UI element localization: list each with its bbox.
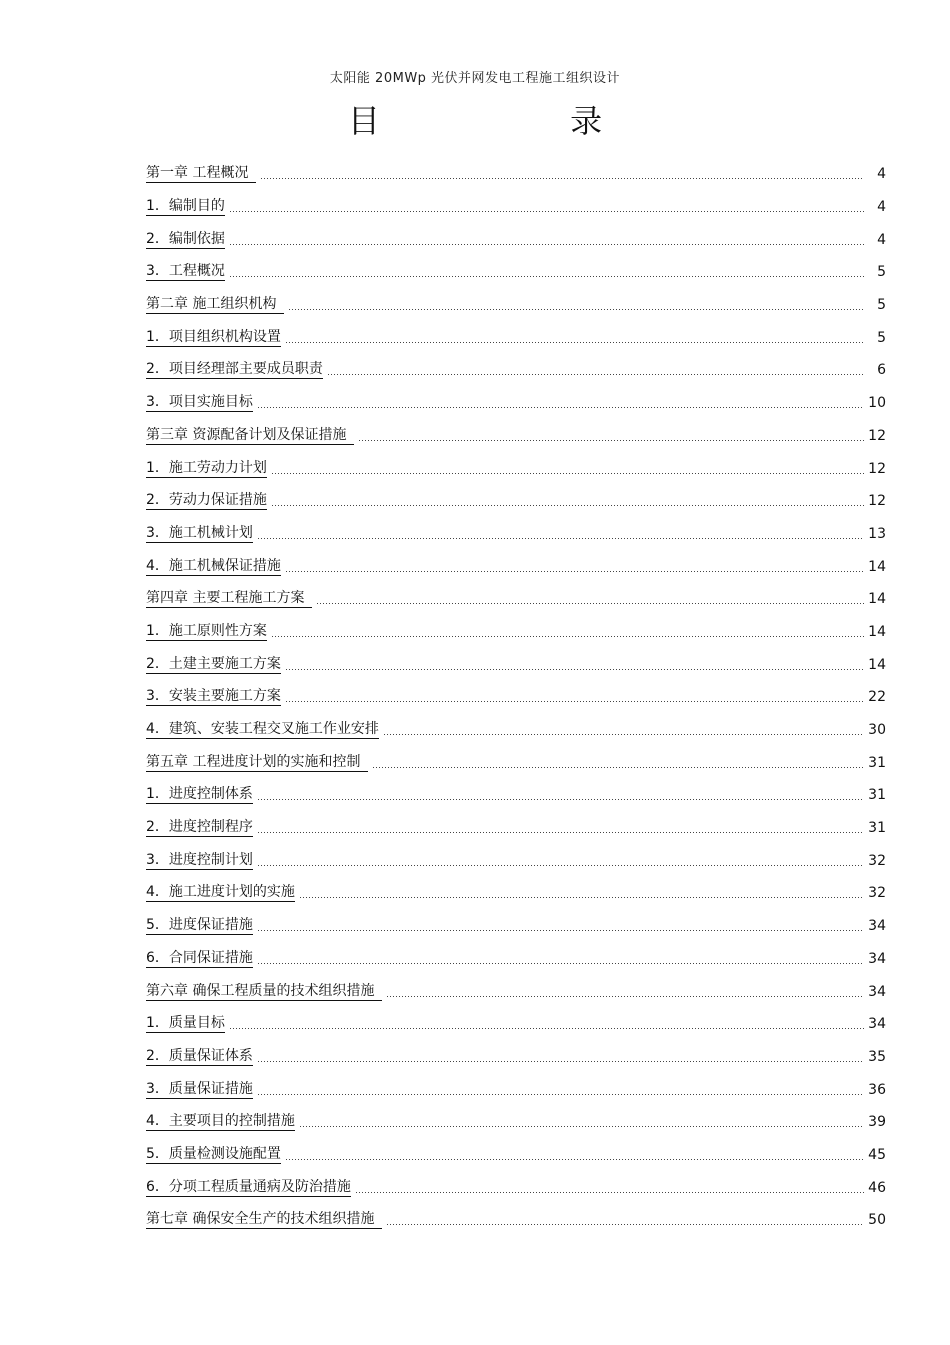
dot-leader (285, 690, 864, 704)
toc-entry-label: 3．工程概况 (146, 263, 225, 280)
toc-entry-label: 2．项目经理部主要成员职责 (146, 361, 323, 378)
toc-entry-label: 2．编制依据 (146, 230, 225, 247)
toc-page-number: 31 (868, 787, 886, 804)
toc-section-entry[interactable] (146, 714, 886, 747)
toc-page-number: 50 (868, 1212, 886, 1229)
toc-entry-label: 5．进度保证措施 (146, 917, 253, 934)
toc-page-number: 30 (868, 722, 886, 739)
toc-page-number: 34 (868, 983, 886, 1000)
toc-section-entry[interactable] (146, 943, 886, 976)
toc-page-number: 45 (868, 1146, 886, 1163)
toc-entry-label: 2．质量保证体系 (146, 1047, 253, 1064)
toc-section-entry[interactable] (146, 223, 886, 256)
toc-section-entry[interactable] (146, 1073, 886, 1106)
toc-entry-label: 4．施工机械保证措施 (146, 557, 281, 574)
dot-leader (257, 1083, 864, 1097)
toc-entry-label: 3．施工机械计划 (146, 524, 253, 541)
dot-leader (358, 429, 864, 443)
dot-leader (257, 396, 864, 410)
toc-page-number: 14 (868, 656, 886, 673)
toc-entry-label: 1．施工劳动力计划 (146, 459, 267, 476)
toc-section-entry[interactable] (146, 844, 886, 877)
toc-page-number: 5 (877, 297, 886, 314)
running-header: 太阳能 20MWp 光伏并网发电工程施工组织设计 (329, 71, 621, 86)
toc-section-entry[interactable] (146, 354, 886, 387)
dot-leader (386, 985, 864, 999)
toc-section-entry[interactable] (146, 910, 886, 943)
toc-section-entry[interactable] (146, 1041, 886, 1074)
dot-leader (285, 331, 864, 345)
toc-section-entry[interactable] (146, 1106, 886, 1139)
toc-section-entry[interactable] (146, 779, 886, 812)
dot-leader (299, 1115, 864, 1129)
toc-entry-label: 3．进度控制计划 (146, 851, 253, 868)
toc-entry-label: 4．施工进度计划的实施 (146, 884, 295, 901)
toc-page-number: 14 (868, 591, 886, 608)
toc-chapter-entry[interactable] (146, 289, 886, 322)
toc-section-entry[interactable] (146, 877, 886, 910)
dot-leader (257, 821, 864, 835)
toc-entry-label: 5．质量检测设施配置 (146, 1145, 281, 1162)
toc-chapter-entry[interactable] (146, 158, 886, 191)
toc-section-entry[interactable] (146, 256, 886, 289)
dot-leader (316, 592, 864, 606)
toc-entry-label: 1．编制目的 (146, 198, 225, 215)
toc-section-entry[interactable] (146, 321, 886, 354)
toc-page-number: 4 (877, 199, 886, 216)
toc-entry-label: 4．主要项目的控制措施 (146, 1113, 295, 1130)
toc-entry-label: 第六章 确保工程质量的技术组织措施 (146, 983, 382, 1001)
toc-page-number: 13 (868, 525, 886, 542)
toc-page-number: 22 (868, 689, 886, 706)
toc-section-entry[interactable] (146, 191, 886, 224)
dot-leader (386, 1213, 864, 1227)
toc-entry-label: 3．项目实施目标 (146, 394, 253, 411)
toc-page-number: 4 (877, 231, 886, 248)
dot-leader (327, 363, 864, 377)
toc-chapter-entry[interactable] (146, 420, 886, 453)
toc-page-number: 10 (868, 395, 886, 412)
toc-section-entry[interactable] (146, 681, 886, 714)
page-title: 目 录 (347, 102, 663, 140)
toc-section-entry[interactable] (146, 812, 886, 845)
toc-entry-label: 第七章 确保安全生产的技术组织措施 (146, 1211, 382, 1229)
toc-page-number: 14 (868, 558, 886, 575)
dot-leader (285, 1148, 864, 1162)
toc-entry-label: 第三章 资源配备计划及保证措施 (146, 427, 354, 445)
dot-leader (271, 625, 864, 639)
toc-chapter-entry[interactable] (146, 1204, 886, 1237)
toc-section-entry[interactable] (146, 1008, 886, 1041)
toc-page-number: 5 (877, 264, 886, 281)
toc-page-number: 32 (868, 885, 886, 902)
toc-section-entry[interactable] (146, 1139, 886, 1172)
toc-page-number: 46 (868, 1179, 886, 1196)
toc-section-entry[interactable] (146, 485, 886, 518)
toc-entry-label: 6．分项工程质量通病及防治措施 (146, 1178, 351, 1195)
toc-page-number: 34 (868, 918, 886, 935)
table-of-contents (146, 158, 886, 1237)
toc-entry-label: 第四章 主要工程施工方案 (146, 590, 312, 608)
toc-page-number: 39 (868, 1114, 886, 1131)
toc-chapter-entry[interactable] (146, 746, 886, 779)
dot-leader (257, 854, 864, 868)
toc-entry-label: 2．土建主要施工方案 (146, 655, 281, 672)
dot-leader (229, 1017, 864, 1031)
toc-entry-label: 第五章 工程进度计划的实施和控制 (146, 754, 368, 772)
toc-page-number: 36 (868, 1081, 886, 1098)
toc-entry-label: 第一章 工程概况 (146, 165, 256, 183)
toc-section-entry[interactable] (146, 616, 886, 649)
toc-page-number: 32 (868, 852, 886, 869)
toc-entry-label: 1．项目组织机构设置 (146, 328, 281, 345)
toc-page-number: 12 (868, 493, 886, 510)
toc-entry-label: 1．进度控制体系 (146, 786, 253, 803)
toc-section-entry[interactable] (146, 518, 886, 551)
dot-leader (229, 265, 864, 279)
toc-section-entry[interactable] (146, 1171, 886, 1204)
dot-leader (372, 756, 864, 770)
dot-leader (260, 167, 864, 181)
dot-leader (257, 919, 864, 933)
dot-leader (299, 886, 864, 900)
toc-section-entry[interactable] (146, 550, 886, 583)
toc-entry-label: 2．劳动力保证措施 (146, 492, 267, 509)
dot-leader (271, 462, 864, 476)
dot-leader (288, 298, 864, 312)
toc-page-number: 31 (868, 820, 886, 837)
toc-entry-label: 第二章 施工组织机构 (146, 296, 284, 314)
toc-entry-label: 3．质量保证措施 (146, 1080, 253, 1097)
dot-leader (257, 952, 864, 966)
toc-chapter-entry[interactable] (146, 975, 886, 1008)
toc-page-number: 34 (868, 950, 886, 967)
toc-section-entry[interactable] (146, 387, 886, 420)
dot-leader (285, 658, 864, 672)
toc-chapter-entry[interactable] (146, 583, 886, 616)
dot-leader (257, 527, 864, 541)
dot-leader (271, 494, 864, 508)
dot-leader (355, 1181, 864, 1195)
dot-leader (229, 200, 864, 214)
toc-page-number: 5 (877, 329, 886, 346)
dot-leader (229, 233, 864, 247)
dot-leader (285, 560, 864, 574)
toc-section-entry[interactable] (146, 648, 886, 681)
toc-page-number: 12 (868, 460, 886, 477)
toc-entry-label: 3．安装主要施工方案 (146, 688, 281, 705)
toc-page-number: 14 (868, 623, 886, 640)
toc-entry-label: 6．合同保证措施 (146, 949, 253, 966)
dot-leader (257, 788, 864, 802)
toc-page-number: 4 (877, 166, 886, 183)
toc-page-number: 12 (868, 427, 886, 444)
toc-entry-label: 1．施工原则性方案 (146, 622, 267, 639)
toc-page-number: 34 (868, 1016, 886, 1033)
toc-entry-label: 4．建筑、安装工程交叉施工作业安排 (146, 721, 379, 738)
toc-page-number: 35 (868, 1048, 886, 1065)
toc-page-number: 6 (877, 362, 886, 379)
toc-entry-label: 2．进度控制程序 (146, 819, 253, 836)
dot-leader (383, 723, 864, 737)
toc-entry-label: 1．质量目标 (146, 1015, 225, 1032)
toc-page-number: 31 (868, 754, 886, 771)
dot-leader (257, 1050, 864, 1064)
toc-section-entry[interactable] (146, 452, 886, 485)
